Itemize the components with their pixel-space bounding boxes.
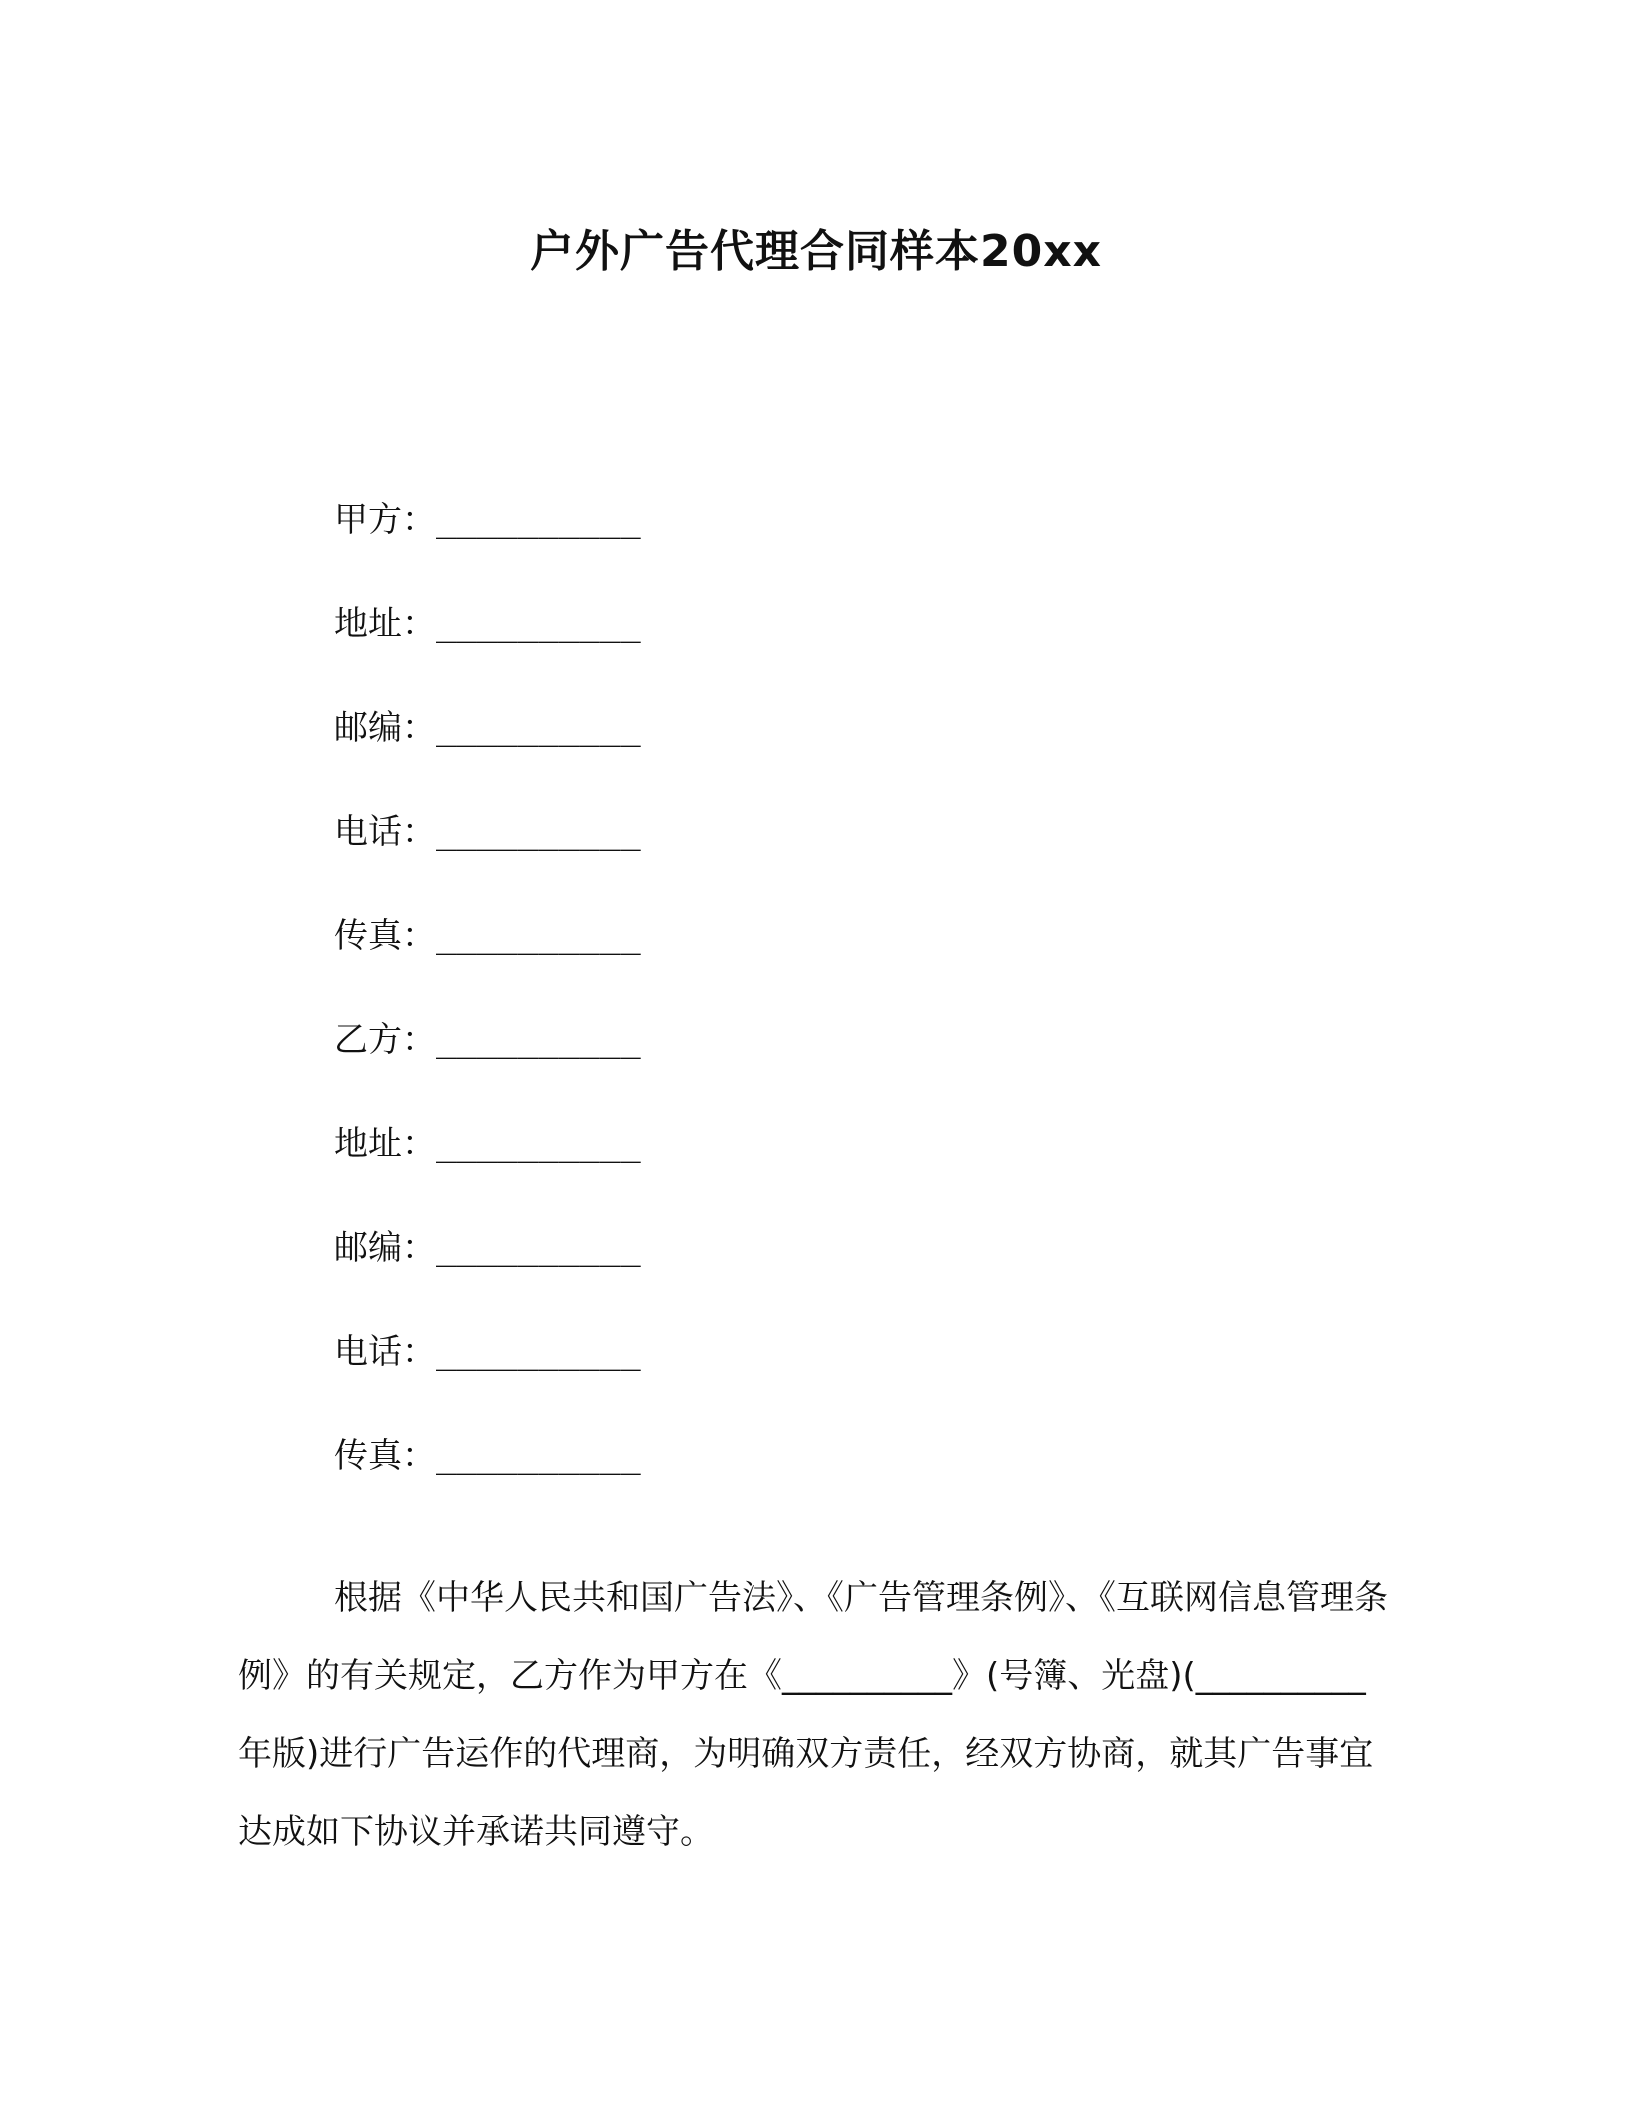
field-blank: __________ xyxy=(436,500,641,540)
field-label: 地址： xyxy=(334,604,436,644)
field-label: 电话： xyxy=(334,1332,436,1372)
field-blank: __________ xyxy=(436,1124,641,1164)
field-row-party-a xyxy=(334,492,1234,596)
field-row-party-b-address xyxy=(334,1116,1234,1220)
field-row-party-b-postcode xyxy=(334,1220,1234,1324)
party-info-fields xyxy=(334,492,1234,1532)
field-blank: __________ xyxy=(436,1332,641,1372)
field-row-party-a-address xyxy=(334,596,1234,700)
field-row-party-a-postcode xyxy=(334,700,1234,804)
document-title: 户外广告代理合同样本20xx xyxy=(530,226,1102,277)
field-label: 传真： xyxy=(334,916,436,956)
field-label: 邮编： xyxy=(334,1228,436,1268)
field-row-party-b xyxy=(334,1012,1234,1116)
field-row-party-a-fax xyxy=(334,908,1234,1012)
field-label: 甲方： xyxy=(334,500,436,540)
preamble-paragraph: 根据《中华人民共和国广告法》、《广告管理条例》、《互联网信息管理条例》的有关规定，乙方作为甲方在《__________》(号簿、光盘)(__________年版)进行广告运作的代理商，为明确双方责任，经双方协商，就其广告事宜达成如下协议并承诺共同遵守。 xyxy=(238,1578,1388,1852)
field-label: 传真： xyxy=(334,1436,436,1476)
field-row-party-b-phone xyxy=(334,1324,1234,1428)
field-label: 电话： xyxy=(334,812,436,852)
field-blank: __________ xyxy=(436,812,641,852)
field-label: 地址： xyxy=(334,1124,436,1164)
field-label: 邮编： xyxy=(334,708,436,748)
field-blank: __________ xyxy=(436,708,641,748)
field-label: 乙方： xyxy=(334,1020,436,1060)
field-row-party-a-phone xyxy=(334,804,1234,908)
field-blank: __________ xyxy=(436,916,641,956)
field-blank: __________ xyxy=(436,1020,641,1060)
field-blank: __________ xyxy=(436,1228,641,1268)
field-blank: __________ xyxy=(436,1436,641,1476)
field-blank: __________ xyxy=(436,604,641,644)
field-row-party-b-fax xyxy=(334,1428,1234,1532)
